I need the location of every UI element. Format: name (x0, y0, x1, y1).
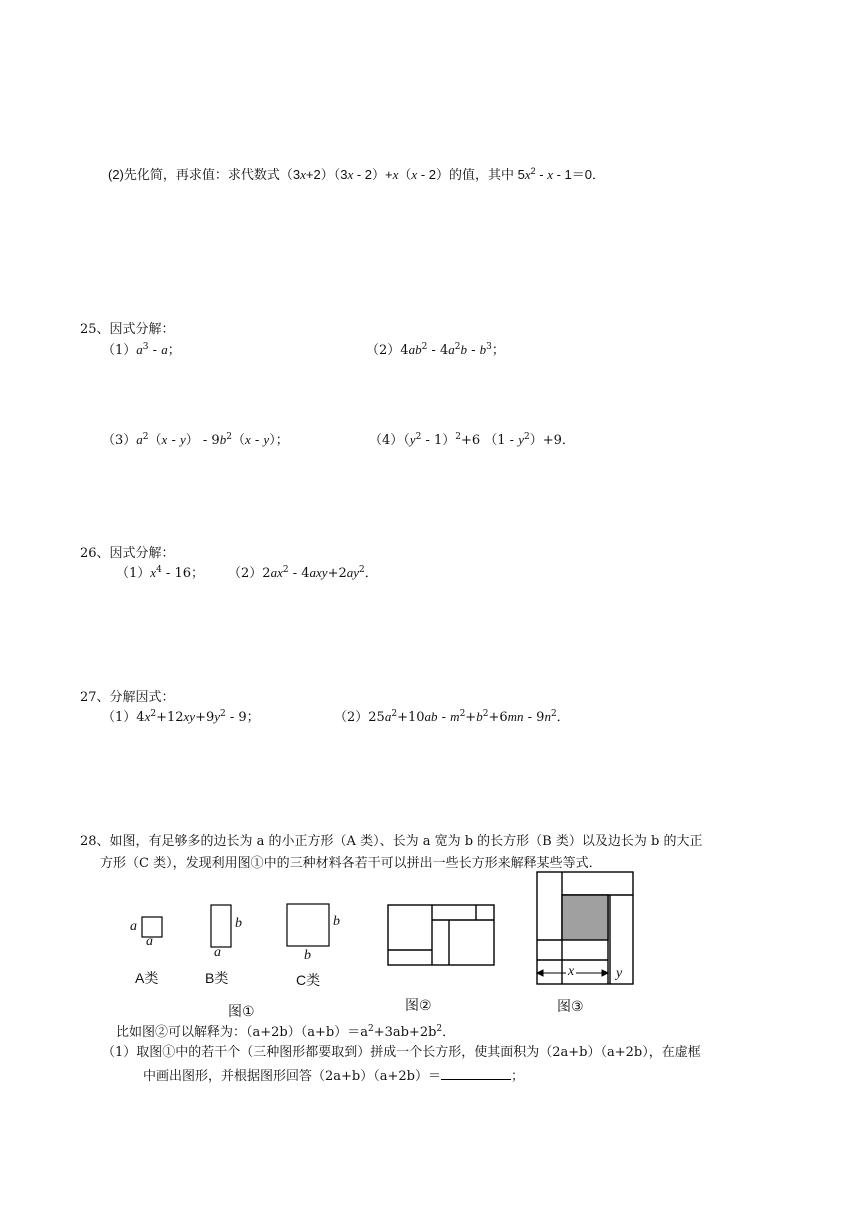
q25-p3-label: （3） (102, 433, 137, 448)
q28-p1-line2 (143, 1066, 524, 1086)
q27-part1: $(1)4x^2+12xy+9y^2$ ‑ 9； (102, 709, 260, 725)
fig1-b-bottom-label: a (214, 945, 221, 960)
q24-part2: (2)先化简，再求值：求代数式（3x+2）（3x ‑ 2）+x（x ‑ 2）的值，其中 $5x^2$ ‑ x ‑ 1＝0． (108, 166, 605, 182)
fig1-c-bottom-label: b (304, 948, 311, 963)
q25-p4-label: （4） (369, 433, 404, 448)
q26-p1-label: （1） (116, 566, 151, 581)
q27-p2-label: （2） (334, 710, 369, 725)
q25-part3: $(3)a^2(x$ ‑ y） ‑ $9b^2(x$ ‑ y）； (102, 432, 289, 448)
q25-p2-label: （2） (366, 343, 401, 358)
q28-p1-line2-text: 中画出图形，并根据图形回答（2a+b）（a+2b）＝ (143, 1069, 441, 1084)
q28-p1-line1: （1）取图①中的若干个（三种图形都要取到）拼成一个长方形，使其面积为（2a+b）（a+2b），在虚框 (102, 1045, 701, 1060)
fig2-caption: 图② (405, 997, 432, 1013)
fig3-caption: 图③ (557, 998, 584, 1014)
fig1-b-side-label: b (235, 916, 242, 931)
q26-part1: $(1)x^4$ ‑ 16； (116, 565, 204, 581)
q28-example: 比如图②可以解释为：$(a+2b)(a+b)=a^2+3ab+2b^2$． (116, 1024, 456, 1040)
fig3-x-label: x (568, 964, 575, 979)
fig2 (388, 905, 494, 965)
answer-blank[interactable] (441, 1066, 511, 1080)
q25-part4: $(4)(y^2$ ‑ 1）$^2$+6 （1 ‑ $y^2)+9$． (369, 432, 575, 448)
q27-part2: $(2)25a^2+10ab$ ‑ $m^2+b^2+6mn$ ‑ $9n^2$． (334, 709, 570, 725)
q27-title: 27、分解因式： (80, 690, 175, 705)
q24-tail: 的值，其中 5 (449, 167, 525, 182)
q25-p1-label: （1） (102, 343, 137, 358)
q26-title: 26、因式分解： (80, 546, 175, 561)
fig1-caption: 图① (228, 1003, 255, 1019)
q28-line1: 28、如图，有足够多的边长为 a 的小正方形（A 类）、长为 a 宽为 b 的长方形（B 类）以及边长为 b 的大正 (80, 834, 703, 849)
fig1-rect-b (211, 905, 231, 947)
fig1-c-side-label: b (333, 914, 340, 929)
q24-prefix: (2)先化简，再求值：求代数式（3 (108, 167, 301, 182)
q28-example-text: 比如图②可以解释为：（a+2b）（a+b）＝a (116, 1025, 368, 1040)
q25-title: 25、因式分解： (80, 322, 175, 337)
fig3-y-label: y (616, 966, 623, 981)
q28-line2: 方形（C 类），发现利用图①中的三种材料各若干可以拼出一些长方形来解释某些等式． (100, 856, 602, 871)
q26-part2: $(2)2ax^2$ ‑ $4axy+2ay^2$． (228, 565, 378, 581)
q25-part1: $(1)a^3$ ‑ a； (102, 342, 181, 358)
fig3-shaded-square (562, 895, 608, 940)
q27-p1-label: （1） (102, 710, 137, 725)
q28-example-tail: +3ab+2b (373, 1025, 437, 1040)
fig1-class-a: A类 (135, 970, 159, 986)
q26-p2-label: （2） (228, 566, 263, 581)
fig1-class-b: B类 (205, 970, 229, 986)
q25-part2: $(2)4ab^2$ ‑ $4a^2b$ ‑ $b^3$； (366, 342, 505, 358)
fig1-class-c: C类 (296, 972, 321, 988)
q28-p1-end: ； (510, 1069, 524, 1084)
fig1-square-c (287, 904, 329, 946)
fig1-a-bottom-label: a (146, 934, 153, 949)
fig1-a-side-label: a (130, 919, 137, 934)
